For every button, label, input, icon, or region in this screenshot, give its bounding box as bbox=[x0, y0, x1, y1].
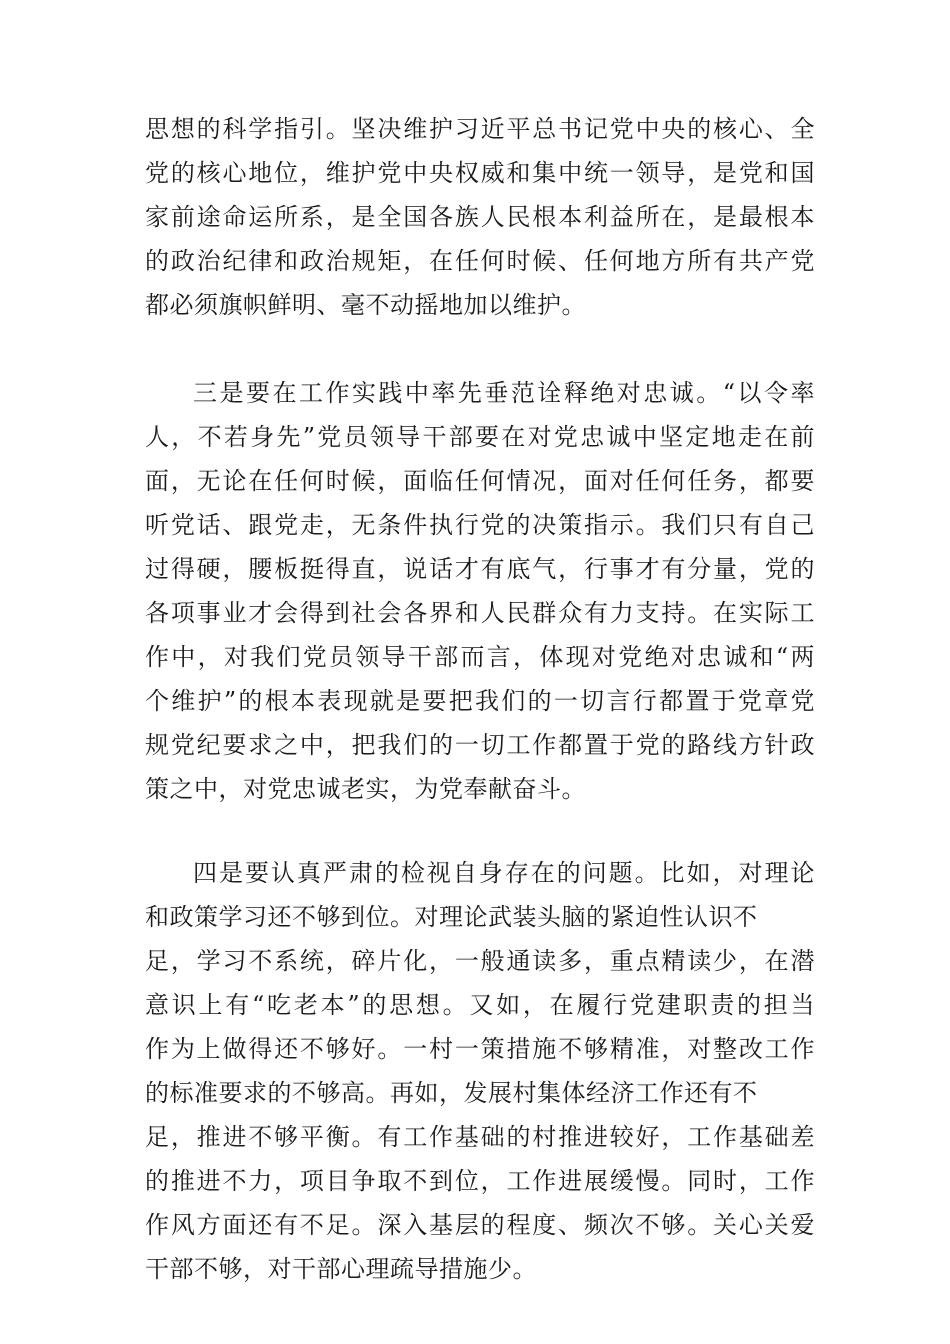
text-line: 听党话、跟党走，无条件执行党的决策指示。我们只有自己 bbox=[145, 511, 815, 539]
text-line: 的推进不力，项目争取不到位，工作进展缓慢。同时，工作 bbox=[145, 1167, 815, 1195]
text-line: 足，推进不够平衡。有工作基础的村推进较好，工作基础差 bbox=[145, 1123, 815, 1151]
text-line: 三是要在工作实践中率先垂范诠释绝对忠诚。“以令率 bbox=[193, 379, 815, 407]
text-line: 足，学习不系统，碎片化，一般通读多，重点精读少，在潜 bbox=[145, 947, 815, 975]
text-line: 的政治纪律和政治规矩，在任何时候、任何地方所有共产党 bbox=[145, 247, 815, 275]
text-line: 家前途命运所系，是全国各族人民根本利益所在，是最根本 bbox=[145, 203, 815, 231]
text-line: 规党纪要求之中，把我们的一切工作都置于党的路线方针政 bbox=[145, 731, 815, 759]
text-line: 面，无论在任何时候，面临任何情况，面对任何任务，都要 bbox=[145, 467, 815, 495]
text-line: 都必须旗帜鲜明、毫不动摇地加以维护。 bbox=[145, 291, 586, 319]
text-line: 意识上有“吃老本”的思想。又如，在履行党建职责的担当 bbox=[145, 991, 815, 1019]
text-line: 作风方面还有不足。深入基层的程度、频次不够。关心关爱 bbox=[145, 1211, 815, 1239]
text-line: 和政策学习还不够到位。对理论武装头脑的紧迫性认识不 bbox=[145, 903, 758, 931]
text-line: 思想的科学指引。坚决维护习近平总书记党中央的核心、全 bbox=[145, 115, 815, 143]
text-line: 作中，对我们党员领导干部而言，体现对党绝对忠诚和“两 bbox=[145, 643, 815, 671]
text-line: 干部不够，对干部心理疏导措施少。 bbox=[145, 1255, 537, 1283]
text-line: 党的核心地位，维护党中央权威和集中统一领导，是党和国 bbox=[145, 159, 815, 187]
text-line: 个维护”的根本表现就是要把我们的一切言行都置于党章党 bbox=[145, 687, 815, 715]
text-line: 各项事业才会得到社会各界和人民群众有力支持。在实际工 bbox=[145, 599, 815, 627]
text-line: 的标准要求的不够高。再如，发展村集体经济工作还有不 bbox=[145, 1079, 758, 1107]
text-line: 人，不若身先”党员领导干部要在对党忠诚中坚定地走在前 bbox=[145, 423, 815, 451]
text-line: 策之中，对党忠诚老实，为党奉献奋斗。 bbox=[145, 775, 586, 803]
text-line: 作为上做得还不够好。一村一策措施不够精准，对整改工作 bbox=[145, 1035, 815, 1063]
text-line: 过得硬，腰板挺得直，说话才有底气，行事才有分量，党的 bbox=[145, 555, 815, 583]
text-line: 四是要认真严肃的检视自身存在的问题。比如，对理论 bbox=[193, 859, 815, 887]
